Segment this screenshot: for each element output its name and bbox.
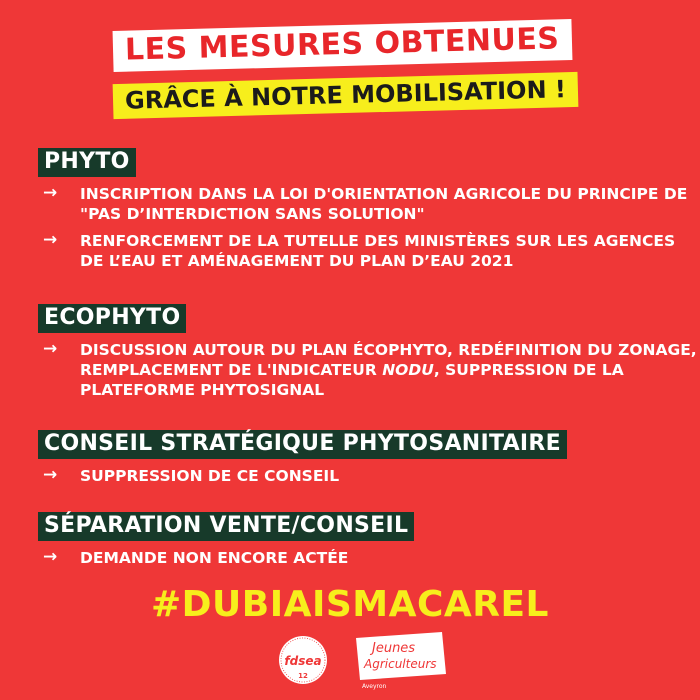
ja-logo-line2: Agriculteurs	[364, 657, 437, 671]
title-line-1: LES MESURES OBTENUES	[113, 19, 572, 72]
section-phyto	[38, 148, 700, 271]
title-line-2: GRÂCE À NOTRE MOBILISATION !	[113, 72, 579, 119]
ja-logo-line3: Aveyron	[362, 683, 387, 690]
list-item	[38, 184, 700, 224]
item-text: RENFORCEMENT DE LA TUTELLE DES MINISTÈRES SUR LES AGENCES DE L’EAU ET AMÉNAGEMENT DU PLAN D’EAU 2021	[80, 232, 676, 270]
arrow-right-icon: →	[43, 230, 58, 250]
item-text: SUPPRESSION DE CE CONSEIL	[80, 467, 340, 485]
item-text-italic: NODU	[382, 361, 434, 379]
fdsea-logo-text: fdsea	[284, 654, 322, 668]
ja-logo-line1: Jeunes	[372, 641, 416, 656]
fdsea-logo-sub: 12	[298, 672, 308, 680]
section-tag-ecophyto: ECOPHYTO	[38, 304, 186, 333]
hashtag: #DUBIAISMACAREL	[150, 584, 549, 625]
fdsea-logo	[278, 630, 328, 690]
section-conseil	[38, 430, 700, 486]
list-item	[38, 548, 700, 568]
list-item	[38, 340, 700, 400]
item-text-after: , SUPPRESSION DE LA PLATEFORME PHYTOSIGNAL	[80, 361, 624, 399]
item-text: INSCRIPTION DANS LA LOI D'ORIENTATION AGRICOLE DU PRINCIPE DE "PAS D’INTERDICTION SANS SOLUTION"	[80, 185, 688, 223]
list-item	[38, 466, 700, 486]
section-separation	[38, 512, 700, 568]
arrow-right-icon: →	[43, 183, 58, 203]
section-tag-separation: SÉPARATION VENTE/CONSEIL	[38, 512, 414, 541]
arrow-right-icon: →	[43, 465, 58, 485]
section-tag-phyto: PHYTO	[38, 148, 136, 177]
arrow-right-icon: →	[43, 339, 58, 359]
arrow-right-icon: →	[43, 547, 58, 567]
item-text-before: DISCUSSION AUTOUR DU PLAN ÉCOPHYTO, REDÉFINITION DU ZONAGE, REMPLACEMENT DE L'INDICATEUR	[80, 341, 697, 379]
jeunes-agriculteurs-logo	[350, 630, 450, 692]
item-text: DEMANDE NON ENCORE ACTÉE	[80, 549, 349, 567]
section-tag-conseil: CONSEIL STRATÉGIQUE PHYTOSANITAIRE	[38, 430, 567, 459]
list-item	[38, 231, 700, 271]
section-ecophyto	[38, 304, 700, 400]
